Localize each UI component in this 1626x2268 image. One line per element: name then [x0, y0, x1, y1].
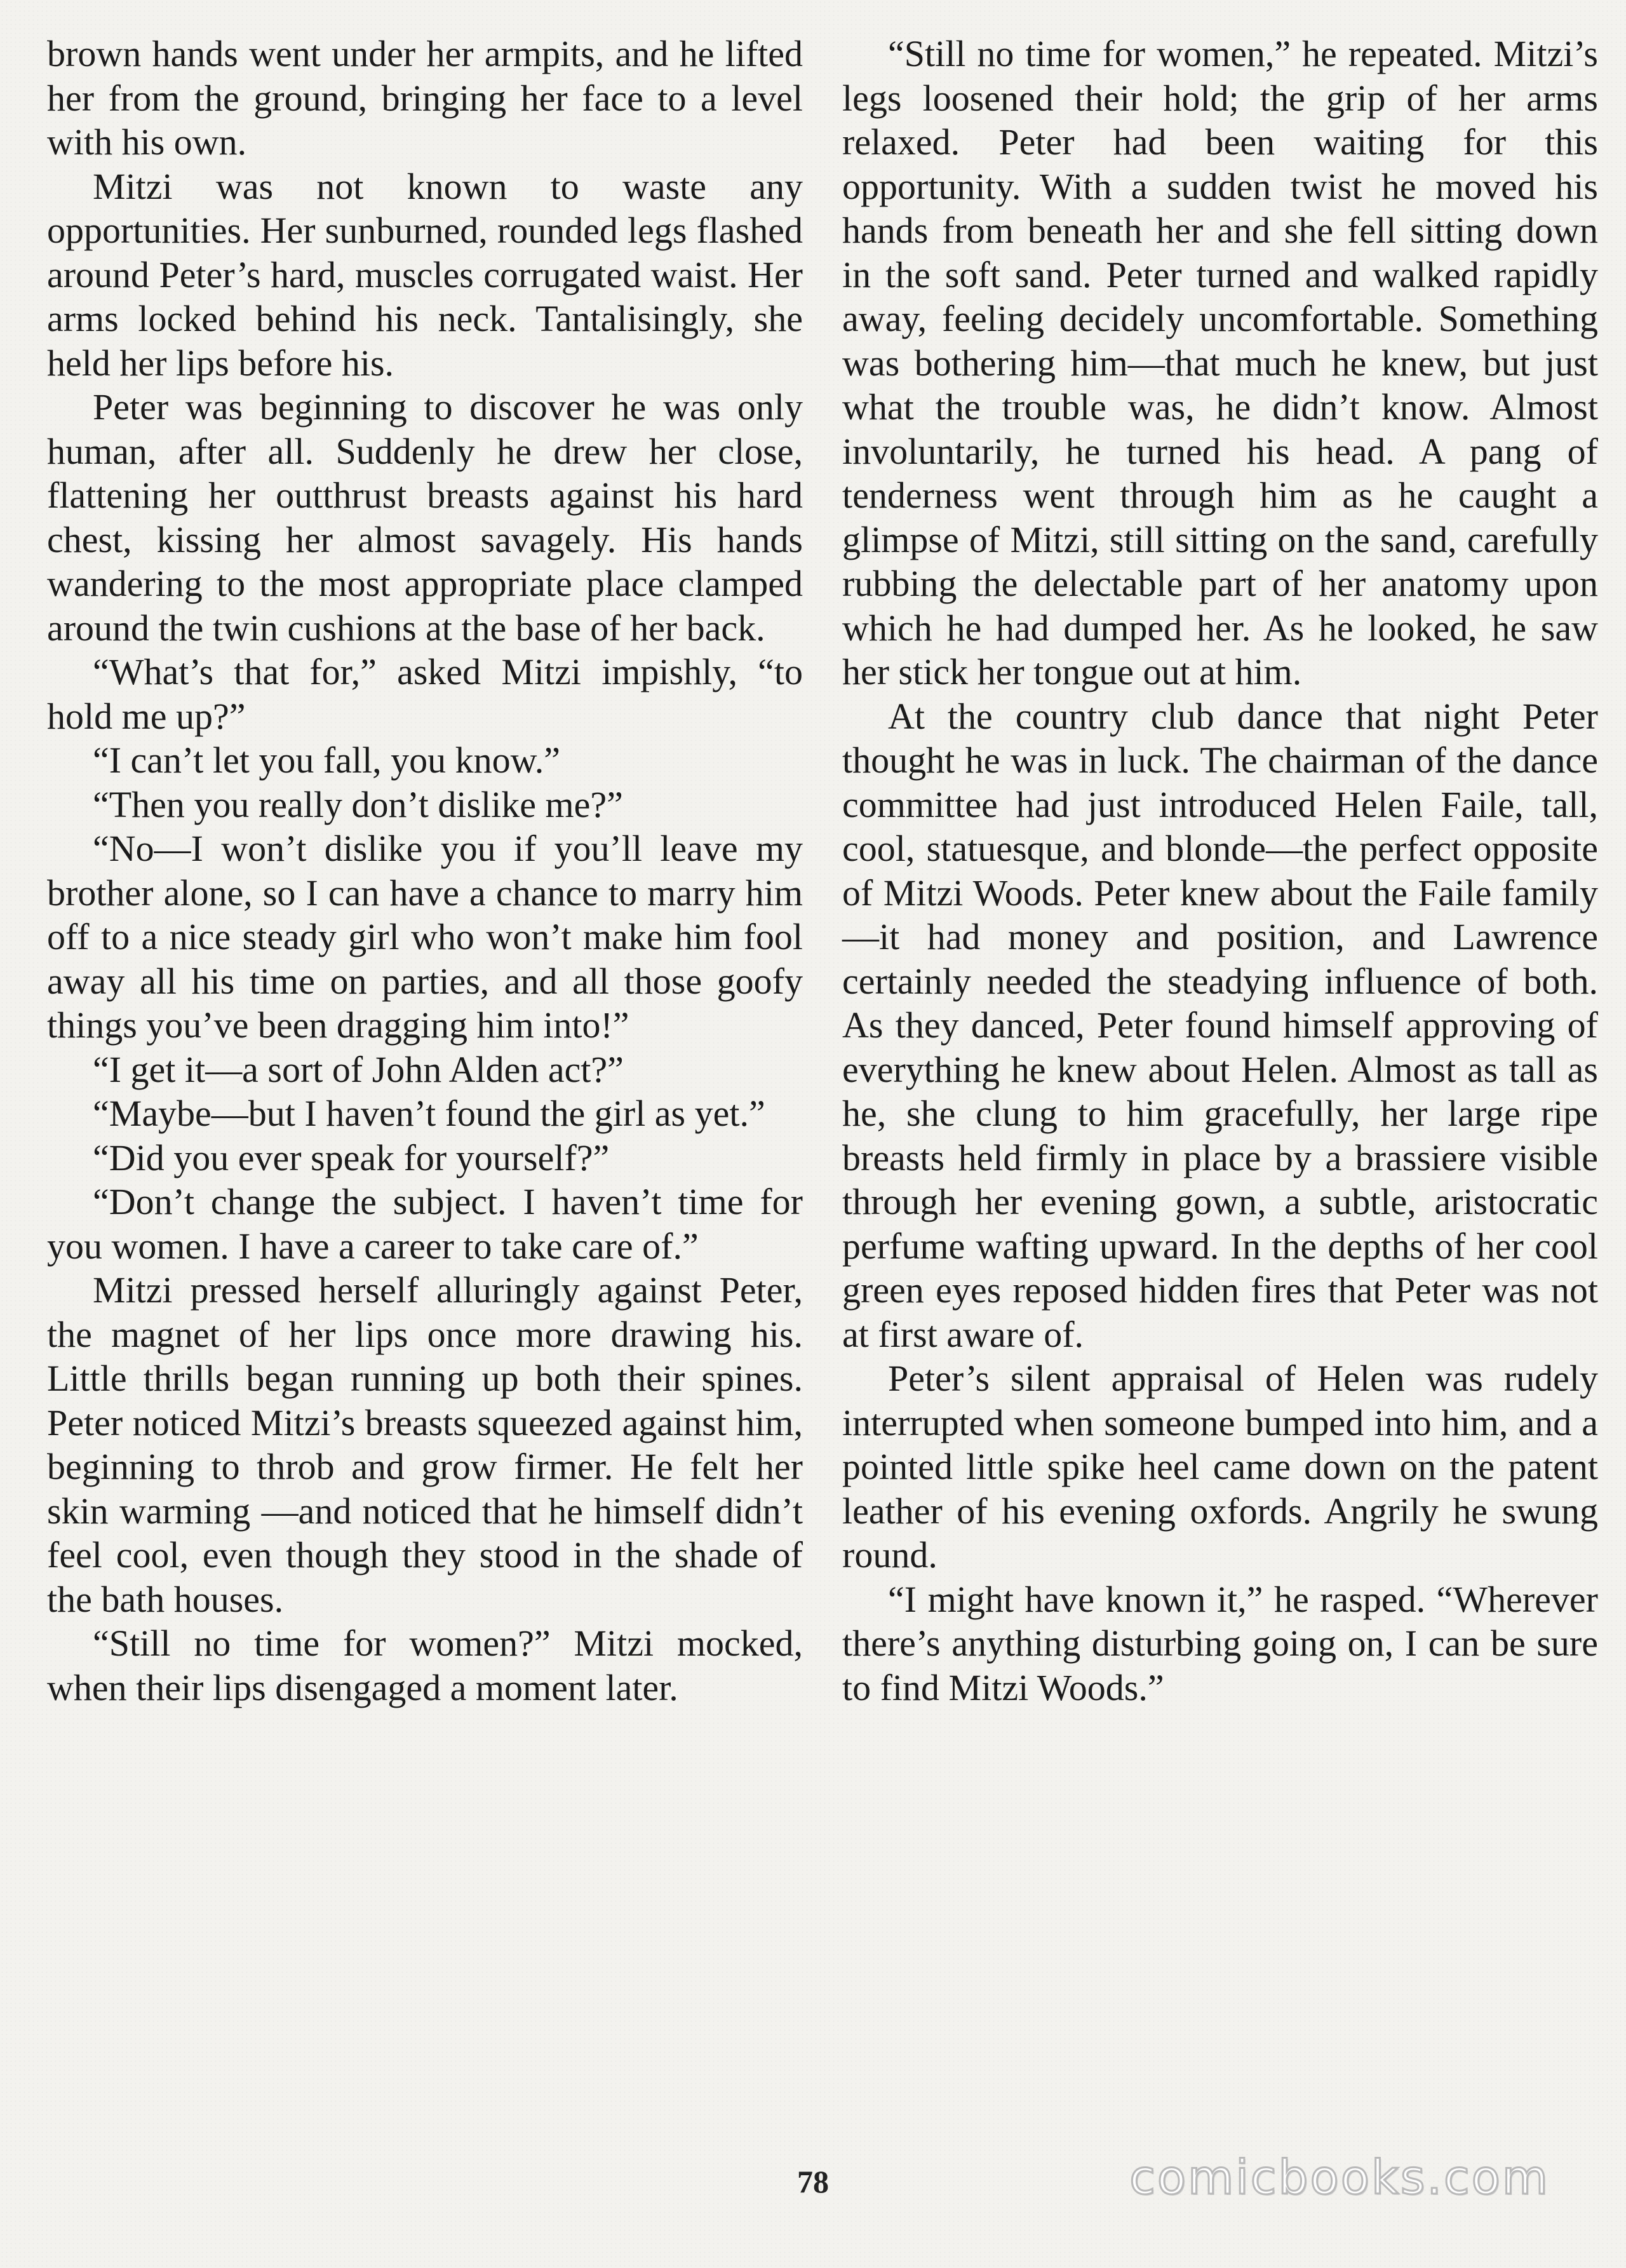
- paragraph: “Then you really don’t dislike me?”: [93, 783, 623, 825]
- paragraph: “No—I won’t dislike you if you’ll leave my brother alone, so I can have a chance to marry him off to a nice steady girl who won’t make him fool away all his time on parties, and all those goofy things you’ve been dragging him into!”: [47, 828, 803, 1046]
- paragraph: Mitzi was not known to waste any opportunities. Her sunburned, rounded legs flashed around Peter’s hard, muscles corrugated waist. Her arms locked behind his neck. Tantalisingly, she held her lips before his.: [47, 165, 803, 384]
- page-number: 78: [797, 2164, 829, 2199]
- text-column-right: [842, 32, 1598, 1710]
- paragraph: “Still no time for women?” Mitzi mocked, when their lips disengaged a moment later.: [47, 1623, 803, 1708]
- watermark-logo: comicbooks.com: [1129, 2150, 1550, 2205]
- text-column-left: [47, 32, 803, 1710]
- paragraph: “I might have known it,” he rasped. “Wherever there’s anything disturbing going on, I can be sure to find Mitzi Woods.”: [842, 1578, 1598, 1708]
- paragraph: “Maybe—but I haven’t found the girl as yet.”: [93, 1093, 765, 1134]
- paragraph: Mitzi pressed herself alluringly against Peter, the magnet of her lips once more drawing his. Little thrills began running up both their spines. Peter noticed Mitzi’s breasts squeezed against him, beginning to throb and grow firmer. He felt her skin warming —and noticed that he himself didn’t feel cool, even though they stood in the shade of the bath houses.: [47, 1269, 803, 1620]
- paragraph: Peter was beginning to discover he was only human, after all. Suddenly he drew her close, flattening her outthrust breasts against his hard chest, kissing her almost savagely. His hands wandering to the most appropriate place clamped around the twin cushions at the base of her back.: [47, 386, 803, 649]
- paragraph: Peter’s silent appraisal of Helen was rudely interrupted when someone bumped into him, and a pointed little spike heel came down on the patent leather of his evening oxfords. Angrily he swung round.: [842, 1358, 1598, 1576]
- paragraph: “Still no time for women,” he repeated. Mitzi’s legs loosened their hold; the grip of her arms relaxed. Peter had been waiting for this opportunity. With a sudden twist he moved his hands from beneath her and she fell sitting down in the soft sand. Peter turned and walked rapidly away, feeling decidely uncomfortable. Something was bothering him—that much he knew, but just what the trouble was, he didn’t know. Almost involuntarily, he turned his head. A pang of tenderness went through him as he caught a glimpse of Mitzi, still sitting on the sand, carefully rubbing the delectable part of her anatomy upon which he had dumped her. As he looked, he saw her stick her tongue out at him.: [842, 33, 1598, 692]
- paragraph: At the country club dance that night Peter thought he was in luck. The chairman of the dance committee had just introduced Helen Faile, tall, cool, statuesque, and blonde—the perfect opposite of Mitzi Woods. Peter knew about the Faile family—it had money and position, and Lawrence certainly needed the steadying influence of both. As they danced, Peter found himself approving of everything he knew about Helen. Almost as tall as he, she clung to him gracefully, her large ripe breasts held firmly in place by a brassiere visible through her evening gown, a subtle, aristocratic perfume wafting upward. In the depths of her cool green eyes reposed hidden fires that Peter was not at first aware of.: [842, 695, 1598, 1355]
- paragraph: “I can’t let you fall, you know.”: [93, 739, 561, 781]
- paragraph: “I get it—a sort of John Alden act?”: [93, 1048, 624, 1090]
- paragraph: brown hands went under her armpits, and he lifted her from the ground, bringing her face to a level with his own.: [47, 33, 803, 163]
- paragraph: “Don’t change the subject. I haven’t time for you women. I have a career to take care of.”: [47, 1181, 803, 1267]
- paragraph: “What’s that for,” asked Mitzi impishly, “to hold me up?”: [47, 651, 803, 737]
- paragraph: “Did you ever speak for yourself?”: [93, 1137, 610, 1178]
